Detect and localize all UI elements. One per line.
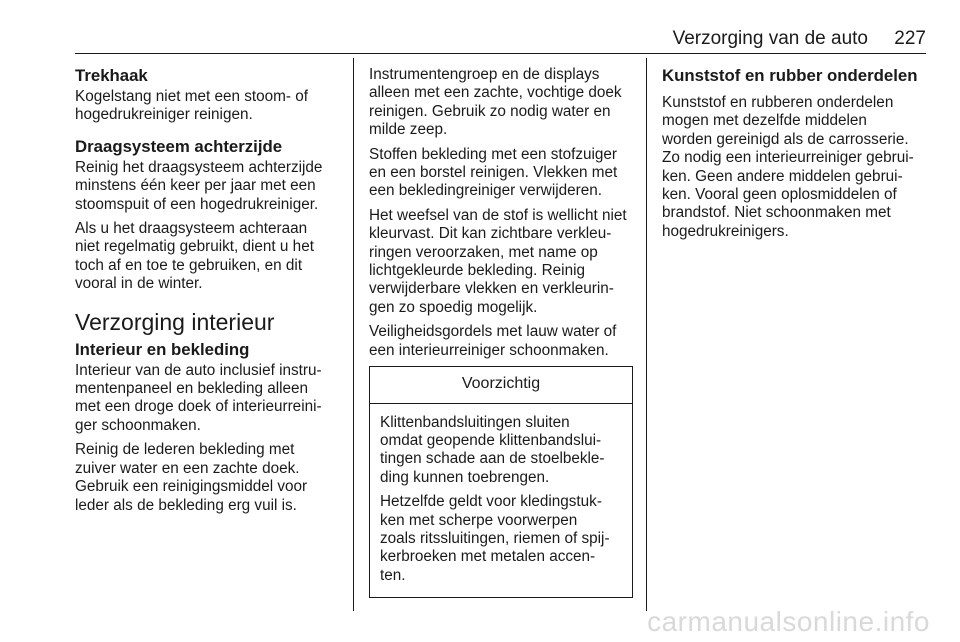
paragraph-interieur-2: Reinig de lederen bekleding met zuiver water en een zachte doek. Gebruik een reinigingsmiddel voor leder als de bekleding erg vuil is. — [75, 441, 308, 514]
column-3 — [662, 66, 927, 247]
caution-body — [370, 404, 632, 598]
caution-paragraph-2: Hetzelfde geldt voor kledingstuk- ken met scherpe voorwerpen zoals ritssluitingen, riemen of spij- kerbroeken met metalen accen- ten. — [380, 493, 610, 584]
caution-box — [369, 366, 633, 598]
caution-title: Voorzichtig — [370, 367, 632, 403]
column-divider-1 — [353, 58, 354, 611]
heading-trekhaak: Trekhaak — [75, 66, 148, 85]
heading-draagsysteem: Draagsysteem achterzijde — [75, 136, 283, 156]
paragraph-draagsysteem-1: Reinig het draagsysteem achterzijde minstens één keer per jaar met een stoomspuit of een hogedrukreiniger. — [75, 158, 323, 213]
paragraph-gordels: Veiligheidsgordels met lauw water of een interieurreiniger schoonmaken. — [369, 323, 617, 359]
caution-paragraph-1: Klittenbandsluitingen sluiten omdat geopende klittenbandslui- tingen schade aan de stoelbekle- ding kunnen toebrengen. — [380, 413, 605, 486]
paragraph-trekhaak: Kogelstang niet met een stoom- of hogedrukreiniger reinigen. — [75, 88, 308, 124]
heading-interieur: Interieur en bekleding — [75, 339, 250, 359]
section-title-verzorging-interieur: Verzorging interieur — [75, 308, 275, 335]
column-2 — [369, 66, 634, 598]
paragraph-interieur-1: Interieur van de auto inclusief instru- mentenpaneel en bekleding alleen met een droge doek of interieurreini- ger schoonmaken. — [75, 361, 322, 434]
page-header — [75, 28, 926, 54]
watermark: carmanualsonline.info — [647, 606, 930, 637]
paragraph-weefsel: Het weefsel van de stof is wellicht niet kleurvast. Dit kan zichtbare verkleu- ringen veroorzaken, met name op lichtgekleurde bekleding. Reinig verwijderbare vlekken en verkleurin- gen zo spoedig mogelijk. — [369, 206, 627, 316]
paragraph-stoffen: Stoffen bekleding met een stofzuiger en een borstel reinigen. Vlekken met een bekledingreiniger verwijderen. — [369, 145, 618, 200]
page-number: 227 — [894, 28, 926, 49]
paragraph-kunststof: Kunststof en rubberen onderdelen mogen met dezelfde middelen worden gereinigd als de carrosserie. Zo nodig een interieurreiniger gebrui- ken. Geen andere middelen gebrui- ken. Vooral geen oplosmiddelen of brandstof. Niet schoonmaken met hogedrukreinigers. — [662, 94, 914, 240]
column-divider-2 — [646, 58, 647, 611]
paragraph-displays: Instrumentengroep en de displays alleen met een zachte, vochtige doek reinigen. Gebruik zo nodig water en milde zeep. — [369, 66, 622, 139]
heading-kunststof: Kunststof en rubber onderdelen — [662, 66, 918, 85]
header-title: Verzorging van de auto — [672, 28, 868, 49]
column-1 — [75, 66, 345, 521]
paragraph-draagsysteem-2: Als u het draagsysteem achteraan niet regelmatig gebruikt, dient u het toch af en toe te gebruiken, en dit vooral in de winter. — [75, 220, 314, 293]
